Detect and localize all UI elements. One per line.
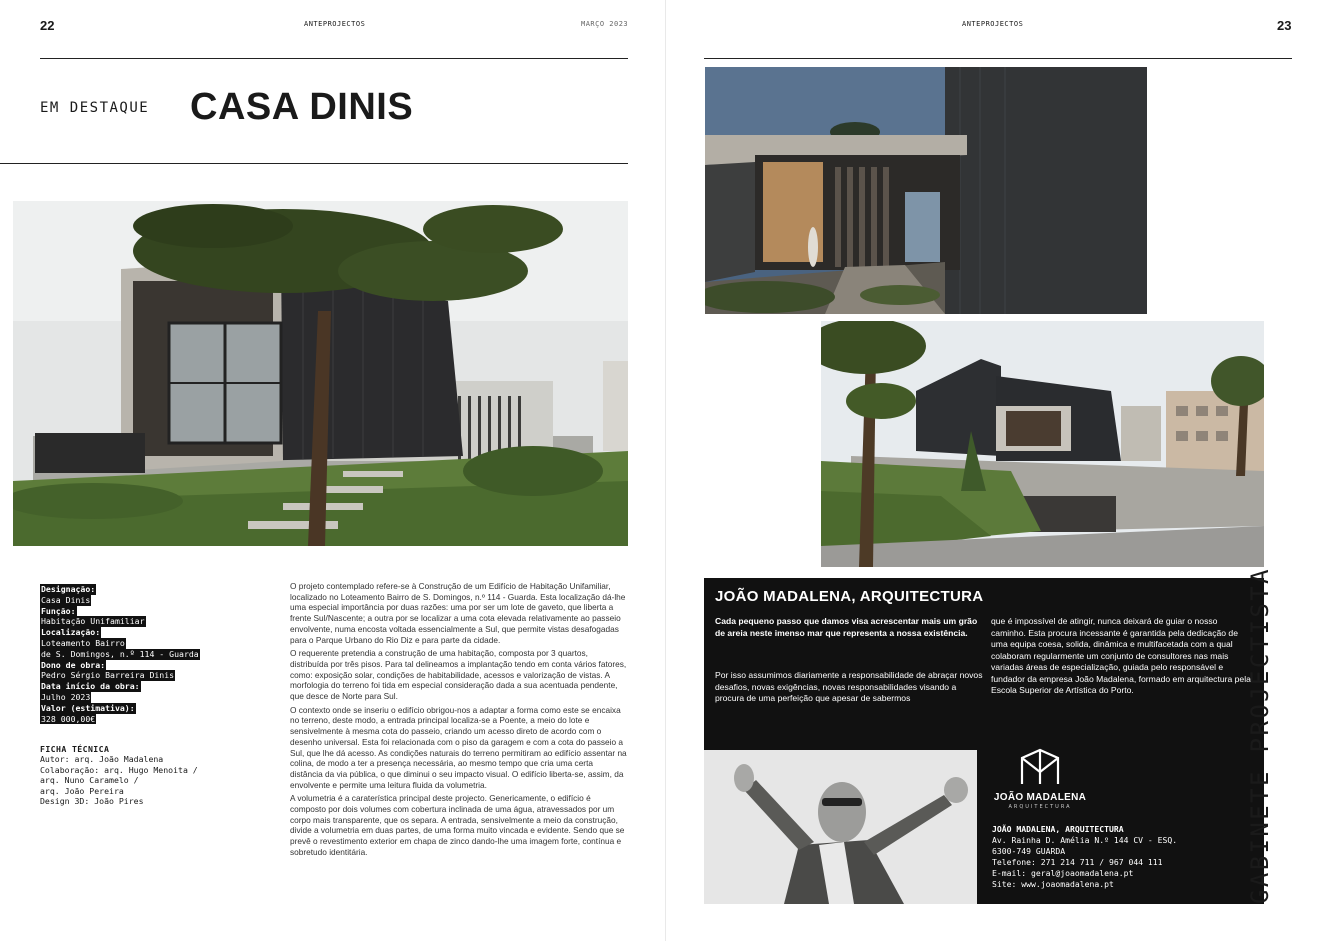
body-paragraph: A volumetria é a caraterística principal deste projecto. Genericamente, o edifício é composto por dois volumes com cobertura inclinada de uma água, atravessados por um corpo mais transparente, que os separa. A entrada, sensivelmente a meio da construção, divide a volumetria em duas partes, de uma forma muito vincada e evidente. Sendo que se prevê o revestimento exterior em chapa de zinco dando-lhe uma imagem forte, contínua e sobretudo identitária.: [290, 793, 625, 857]
credit-line: Colaboração: arq. Hugo Menoita /: [40, 764, 198, 775]
value-value: 328 000,00€: [41, 713, 96, 724]
vertical-section-label: GABINETE PROJECTISTA: [1246, 567, 1274, 904]
value-designation: Casa Dinis: [41, 594, 91, 605]
credit-line: arq. João Pereira: [40, 785, 124, 796]
contact-block: [992, 824, 1252, 889]
firm-text-col2: que é impossível de atingir, nunca deixará de guiar o nosso caminho. Esta procura incessante é garantida pela dedicação de uma equipa coesa, solida, dinâmica e multifacetada com a qual colaboram regularmente um conjunto de consultores nas mais variadas áreas de especialização, guiada pelo responsável e fundador da empresa João Madalena, formado em arquitectura pela Escola Superior de Artística do Porto.: [991, 616, 1251, 695]
logo-subtitle: ARQUITECTURA: [1008, 804, 1072, 810]
entrance-render-night: [705, 67, 1147, 314]
firm-lead: Cada pequeno passo que damos visa acrescentar mais um grão de areia neste imenso mar que representa a nossa existência.: [715, 616, 978, 638]
architect-portrait: [704, 750, 977, 904]
article-body: [290, 581, 628, 861]
contact-address-line2: 6300-749 GUARDA: [992, 845, 1066, 856]
house-render-main: [13, 201, 628, 546]
top-rule-left: [40, 58, 628, 59]
label-location: Localização:: [41, 627, 101, 638]
technical-sheet: [40, 744, 240, 806]
credit-line: arq. Nuno Caramelo /: [40, 775, 139, 786]
running-head-right: ANTEPROJECTOS: [962, 20, 1024, 28]
logo-name: JOÃO MADALENA: [993, 792, 1087, 803]
section-kicker: EM DESTAQUE: [40, 100, 150, 116]
label-value: Valor (estimativa):: [41, 702, 135, 713]
body-paragraph: O requerente pretendia a construção de uma habitação, composta por 3 quartos, distribuída por três pisos. Para tal delineamos a implantação tendo em conta vários fatores, como: exposição solar, condições de habitabilidade, acessos e valorização de vistas. A morfologia do terreno foi tida em especial consideração dada a sua acentuada pendente, que desce de Norte para Sul.: [290, 648, 627, 702]
label-designation: Designação:: [41, 584, 96, 594]
firm-text-col1: Por isso assumimos diariamente a responsabilidade de abraçar novos desafios, novas exigências, novas responsabilidades visando a procura de uma perfeição que apesar de sabermos: [715, 670, 983, 703]
article-title: CASA DINIS: [190, 86, 414, 128]
value-location-2: de S. Domingos, n.º 114 - Guarda: [41, 648, 199, 659]
firm-logo-icon: [1018, 748, 1062, 786]
label-start-date: Data início da obra:: [41, 681, 140, 692]
contact-email: E-mail: geral@joaomadalena.pt: [992, 867, 1134, 878]
architect-profile-box: [704, 578, 1264, 904]
credit-line: Autor: arq. João Madalena: [40, 754, 164, 765]
technical-sheet-heading: FICHA TÉCNICA: [40, 744, 110, 754]
value-location-1: Loteamento Bairro: [41, 637, 125, 648]
contact-website: Site: www.joaomadalena.pt: [992, 878, 1114, 889]
house-render-street: [821, 321, 1264, 567]
project-datasheet: [40, 584, 230, 724]
value-owner: Pedro Sérgio Barreira Dinis: [41, 670, 175, 681]
top-rule-right: [704, 58, 1292, 59]
value-function: Habitação Unifamiliar: [41, 616, 145, 627]
page-number-right: 23: [1277, 18, 1292, 33]
left-page: [0, 0, 665, 941]
firm-title: JOÃO MADALENA, ARQUITECTURA: [715, 588, 984, 605]
contact-name: JOÃO MADALENA, ARQUITECTURA: [992, 824, 1124, 834]
body-paragraph: O projeto contemplado refere-se à Construção de um Edifício de Habitação Unifamiliar, localizado no Loteamento Bairro de S. Domingos, n.º 114 - Guarda. Esta localização dá-lhe uma especial importância por duas razões: uma por ser um lote de gaveto, que liberta a frente Sul/Nascente; a outra por se localizar a uma cota elevada relativamente ao passeio envolvente, numa encosta voltada essencialmente a Sul, que permite vistas desafogadas para o Parque Urbano do Rio Diz e para parte da cidade.: [290, 581, 626, 645]
label-owner: Dono de obra:: [41, 659, 106, 670]
credit-line: Design 3D: João Pires: [40, 796, 144, 807]
page-number-left: 22: [40, 18, 55, 33]
value-start-date: Julho 2023: [41, 691, 91, 702]
body-paragraph: O contexto onde se inseriu o edifício obrigou-nos a adaptar a forma como este se encaixa no terreno, deste modo, a entrada principal localiza-se a Poente, a meio do lote e sensivelmente à mesma cota do passeio, criando um acesso direto de acordo com o desenho universal. Esta foi relacionada com o piso da garagem e com a cota do passeio a Sul, que lhe dá acesso. As condições naturais do terreno permitiram ao edifício assentar na colina, de modo a ter a presença necessária, ao mesmo tempo que cria uma certa distância da via pública, o que diminui o seu impacto visual. O edifício liberta-se, assim, da envolvente e permite uma leitura fluida da volumetria.: [290, 704, 627, 790]
running-head-left: ANTEPROJECTOS: [304, 20, 366, 28]
firm-logo: [992, 748, 1088, 810]
title-rule: [0, 163, 628, 164]
label-function: Função:: [41, 605, 76, 616]
right-page: [666, 0, 1331, 941]
contact-phone: Telefone: 271 214 711 / 967 044 111: [992, 856, 1163, 867]
contact-address-line1: Av. Rainha D. Amélia N.º 144 CV - ESQ.: [992, 834, 1178, 845]
issue-date: MARÇO 2023: [581, 20, 629, 28]
